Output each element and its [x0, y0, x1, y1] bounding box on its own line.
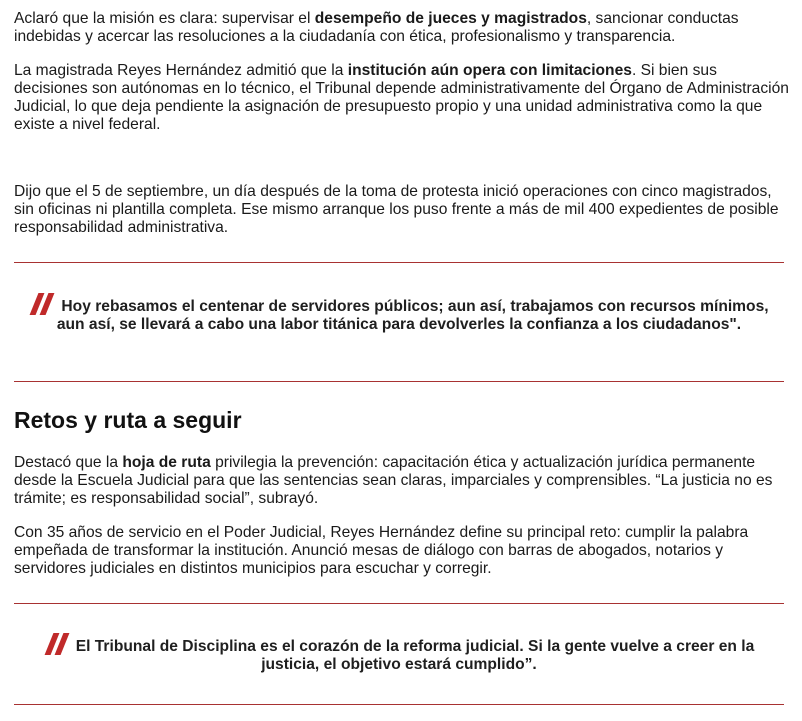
bold-phrase: desempeño de jueces y magistrados	[314, 10, 587, 27]
paragraph-text: Dijo que el 5 de septiembre, un día después de la toma de protesta inició operaciones con cinco magistrados, sin oficinas ni plantilla completa. Ese mismo arranque los puso frente a más de mil 400 expedientes de posible responsabilidad administrativa.	[14, 183, 779, 236]
paragraph-text: Destacó que la	[14, 454, 123, 471]
pull-quote-text: Hoy rebasamos el centenar de servidores públicos; aun así, trabajamos con recursos mínimos, aun así, se llevará a cabo una labor titánica para devolverles la confianza a los ciudadanos".	[56, 298, 769, 333]
paragraph-text: , sancionar conductas indebidas y acercar las resoluciones a la ciudadanía con ética, profesionalismo y transparencia.	[14, 10, 739, 45]
paragraph-text: Aclaró que la misión es clara: supervisar el	[14, 10, 315, 27]
paragraph-text: privilegia la prevención: capacitación ética y actualización jurídica permanente desde la Escuela Judicial para que las sentencias sean claras, imparciales y comprensibles. “La justicia no es trámite; es responsabilidad social”, subrayó.	[14, 454, 773, 507]
quote-divider-top	[14, 603, 784, 604]
paragraph-reto	[14, 524, 790, 578]
double-slash-quote-icon	[29, 295, 55, 313]
paragraph-arranque	[14, 183, 790, 237]
pull-quote-1	[14, 295, 784, 334]
paragraph-text: . Si bien sus decisiones son autónomas en lo técnico, el Tribunal depende administrativamente del Órgano de Administración Judicial, lo que deja pendiente la asignación de presupuesto propio y una unidad administrativa como la que existe a nivel federal.	[14, 62, 789, 133]
paragraph-text: La magistrada Reyes Hernández admitió que la	[14, 62, 348, 79]
paragraph-limitaciones	[14, 62, 790, 134]
bold-phrase: institución aún opera con limitaciones	[347, 62, 632, 79]
pull-quote-2	[14, 635, 784, 674]
paragraph-mision	[14, 10, 790, 46]
section-heading: Retos y ruta a seguir	[14, 407, 242, 433]
bold-phrase: hoja de ruta	[122, 454, 211, 471]
paragraph-text: Con 35 años de servicio en el Poder Judicial, Reyes Hernández define su principal reto: cumplir la palabra empeñada de transformar la institución. Anunció mesas de diálogo con barras de abogados, notarios y servidores judiciales en distintos municipios para escuchar y corregir.	[14, 524, 749, 577]
pull-quote-text: El Tribunal de Disciplina es el corazón de la reforma judicial. Si la gente vuelve a creer en la justicia, el objetivo estará cumplido”.	[75, 638, 755, 673]
paragraph-hoja-de-ruta	[14, 454, 790, 508]
quote-divider-top	[14, 262, 784, 263]
double-slash-quote-icon	[44, 635, 70, 653]
quote-divider-bottom	[14, 704, 784, 705]
quote-divider-bottom	[14, 381, 784, 382]
